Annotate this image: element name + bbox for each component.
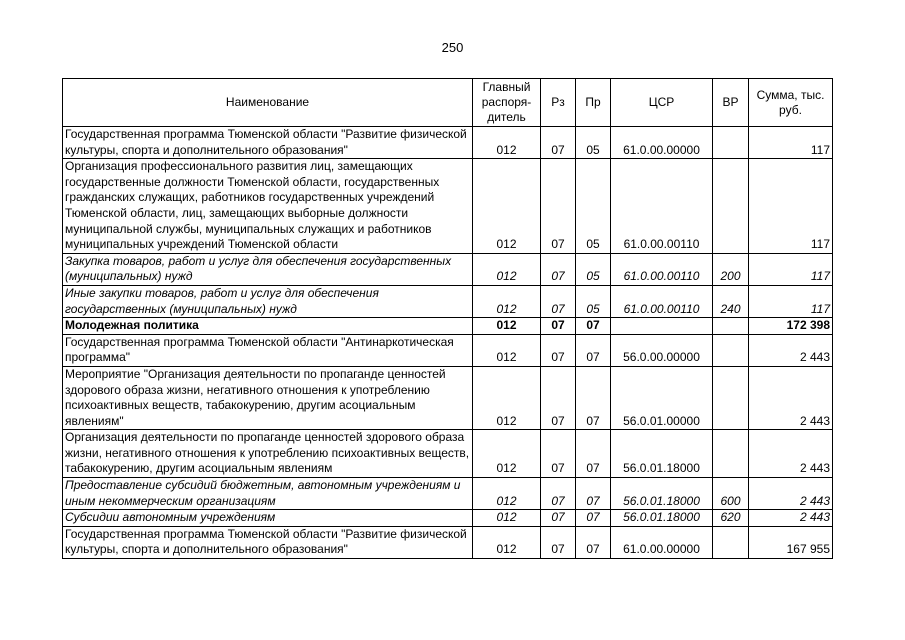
cell-name: Предоставление субсидий бюджетным, автономным учреждениям и иным некоммерческим организациям xyxy=(63,478,473,510)
cell-name: Государственная программа Тюменской области "Развитие физической культуры, спорта и дополнительного образования" xyxy=(63,127,473,159)
cell-manager: 012 xyxy=(473,430,541,478)
cell-manager: 012 xyxy=(473,285,541,317)
cell-manager: 012 xyxy=(473,334,541,366)
cell-pr: 07 xyxy=(576,318,611,335)
cell-sum: 172 398 xyxy=(749,318,833,335)
table-row xyxy=(63,510,833,527)
table-header-row xyxy=(63,79,833,127)
cell-name: Организация профессионального развития лиц, замещающих государственные должности Тюменской области, государственных гражданских служащих, работников государственных учреждений Тюменской области, лиц, замещающих выборные должности муниципальной службы, муниципальных служащих и работников муниципальных учреждений Тюменской области xyxy=(63,159,473,254)
cell-sum: 2 443 xyxy=(749,478,833,510)
table-row xyxy=(63,430,833,478)
cell-pr: 05 xyxy=(576,159,611,254)
cell-pr: 07 xyxy=(576,430,611,478)
cell-rz: 07 xyxy=(541,334,576,366)
header-vr: ВР xyxy=(713,79,749,127)
cell-rz: 07 xyxy=(541,366,576,429)
cell-csr: 56.0.00.00000 xyxy=(611,334,713,366)
cell-name: Иные закупки товаров, работ и услуг для обеспечения государственных (муниципальных) нужд xyxy=(63,285,473,317)
table-row xyxy=(63,285,833,317)
cell-manager: 012 xyxy=(473,253,541,285)
cell-pr: 07 xyxy=(576,366,611,429)
cell-csr: 61.0.00.00110 xyxy=(611,253,713,285)
budget-table xyxy=(62,78,833,559)
cell-name: Молодежная политика xyxy=(63,318,473,335)
cell-pr: 07 xyxy=(576,478,611,510)
table-body xyxy=(63,127,833,559)
cell-rz: 07 xyxy=(541,510,576,527)
header-manager: Главный распоря-дитель xyxy=(473,79,541,127)
cell-csr: 61.0.00.00000 xyxy=(611,526,713,558)
cell-name: Государственная программа Тюменской области "Развитие физической культуры, спорта и дополнительного образования" xyxy=(63,526,473,558)
table-row xyxy=(63,253,833,285)
cell-sum: 167 955 xyxy=(749,526,833,558)
cell-csr: 56.0.01.18000 xyxy=(611,510,713,527)
header-name: Наименование xyxy=(63,79,473,127)
cell-manager: 012 xyxy=(473,510,541,527)
cell-manager: 012 xyxy=(473,366,541,429)
cell-pr: 07 xyxy=(576,526,611,558)
cell-manager: 012 xyxy=(473,478,541,510)
cell-sum: 117 xyxy=(749,159,833,254)
header-rz: Рз xyxy=(541,79,576,127)
cell-sum: 117 xyxy=(749,253,833,285)
cell-vr xyxy=(713,430,749,478)
cell-csr: 61.0.00.00110 xyxy=(611,285,713,317)
cell-csr: 56.0.01.00000 xyxy=(611,366,713,429)
table-row xyxy=(63,366,833,429)
cell-vr: 240 xyxy=(713,285,749,317)
cell-pr: 07 xyxy=(576,510,611,527)
table-row xyxy=(63,334,833,366)
cell-pr: 07 xyxy=(576,334,611,366)
cell-vr: 200 xyxy=(713,253,749,285)
cell-name: Государственная программа Тюменской области "Антинаркотическая программа" xyxy=(63,334,473,366)
header-sum: Сумма, тыс. руб. xyxy=(749,79,833,127)
cell-pr: 05 xyxy=(576,127,611,159)
table-row xyxy=(63,478,833,510)
cell-rz: 07 xyxy=(541,430,576,478)
cell-vr xyxy=(713,526,749,558)
cell-csr: 56.0.01.18000 xyxy=(611,430,713,478)
header-csr: ЦСР xyxy=(611,79,713,127)
cell-sum: 2 443 xyxy=(749,510,833,527)
table-row xyxy=(63,318,833,335)
cell-vr xyxy=(713,366,749,429)
cell-pr: 05 xyxy=(576,253,611,285)
cell-rz: 07 xyxy=(541,318,576,335)
table-row xyxy=(63,526,833,558)
cell-csr: 61.0.00.00000 xyxy=(611,127,713,159)
cell-rz: 07 xyxy=(541,285,576,317)
header-pr: Пр xyxy=(576,79,611,127)
cell-vr: 620 xyxy=(713,510,749,527)
cell-manager: 012 xyxy=(473,526,541,558)
cell-name: Закупка товаров, работ и услуг для обеспечения государственных (муниципальных) нужд xyxy=(63,253,473,285)
cell-vr xyxy=(713,159,749,254)
cell-sum: 2 443 xyxy=(749,366,833,429)
cell-manager: 012 xyxy=(473,318,541,335)
page-number: 250 xyxy=(441,40,464,55)
cell-vr xyxy=(713,334,749,366)
cell-manager: 012 xyxy=(473,159,541,254)
cell-rz: 07 xyxy=(541,526,576,558)
table-row xyxy=(63,159,833,254)
cell-sum: 117 xyxy=(749,127,833,159)
cell-csr: 61.0.00.00110 xyxy=(611,159,713,254)
cell-sum: 2 443 xyxy=(749,430,833,478)
table-row xyxy=(63,127,833,159)
cell-rz: 07 xyxy=(541,253,576,285)
cell-name: Субсидии автономным учреждениям xyxy=(63,510,473,527)
cell-sum: 117 xyxy=(749,285,833,317)
cell-csr xyxy=(611,318,713,335)
cell-vr xyxy=(713,127,749,159)
cell-csr: 56.0.01.18000 xyxy=(611,478,713,510)
cell-vr xyxy=(713,318,749,335)
cell-name: Мероприятие "Организация деятельности по пропаганде ценностей здорового образа жизни, негативного отношения к употреблению психоактивных веществ, табакокурению, другим асоциальным явлениям" xyxy=(63,366,473,429)
cell-rz: 07 xyxy=(541,127,576,159)
cell-pr: 05 xyxy=(576,285,611,317)
cell-rz: 07 xyxy=(541,159,576,254)
cell-vr: 600 xyxy=(713,478,749,510)
cell-manager: 012 xyxy=(473,127,541,159)
cell-sum: 2 443 xyxy=(749,334,833,366)
cell-rz: 07 xyxy=(541,478,576,510)
cell-name: Организация деятельности по пропаганде ценностей здорового образа жизни, негативного отношения к употреблению психоактивных веществ, табакокурению, другим асоциальным явлениям xyxy=(63,430,473,478)
